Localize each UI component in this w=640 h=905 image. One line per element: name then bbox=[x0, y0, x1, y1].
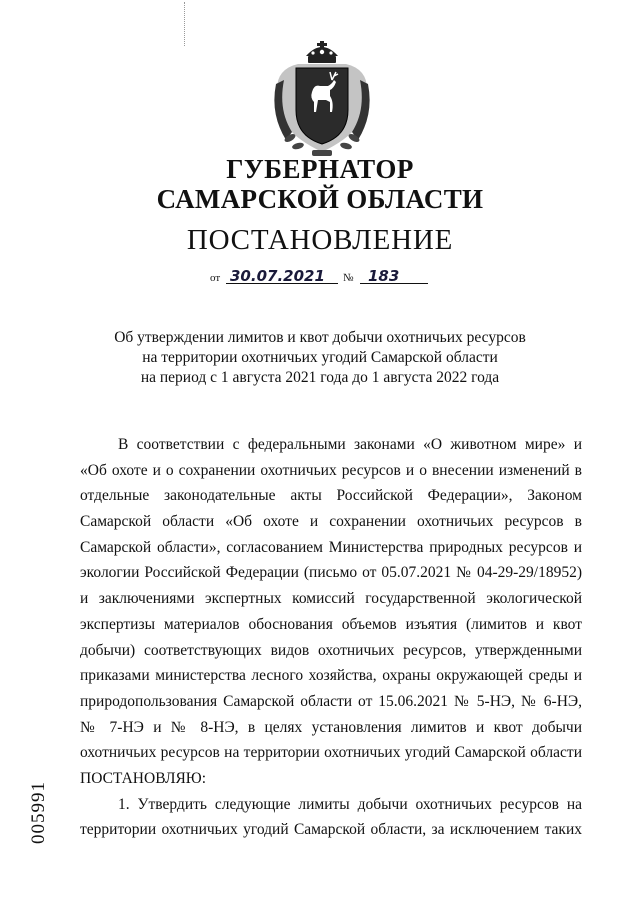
coat-of-arms-emblem bbox=[268, 40, 376, 162]
document-body bbox=[80, 432, 582, 843]
body-line: природопользования Самарской области от 15.06.2021 № 5-НЭ, № 6-НЭ, bbox=[80, 692, 582, 710]
document-type-heading: ПОСТАНОВЛЕНИЕ bbox=[186, 224, 454, 256]
body-line: охотничьих ресурсов на территории охотничьих угодий Самарской области bbox=[80, 744, 582, 762]
resolution-word: ПОСТАНОВЛЯЮ: bbox=[80, 769, 207, 787]
body-line: № 7-НЭ и № 8-НЭ, в целях установления лимитов и квот добычи bbox=[80, 718, 582, 736]
subject-line: на период с 1 августа 2021 года до 1 августа 2022 года bbox=[140, 369, 500, 386]
body-line: В соответствии с федеральными законами «О животном мире» и bbox=[118, 436, 582, 453]
body-line: территории охотничьих угодий Самарской области, за исключением таких bbox=[80, 821, 582, 839]
subject-line: Об утверждении лимитов и квот добычи охотничьих ресурсов bbox=[114, 329, 526, 346]
subject-line: на территории охотничьих угодий Самарской области bbox=[142, 349, 498, 366]
side-number-text: 005991 bbox=[28, 781, 49, 844]
authority-title-line2: САМАРСКОЙ ОБЛАСТИ bbox=[156, 184, 484, 214]
handwritten-number: 183 bbox=[368, 267, 400, 285]
body-line: экспертизы материалов обоснования объемов изъятия (лимитов и квот bbox=[80, 615, 582, 633]
date-number-line bbox=[210, 267, 440, 287]
handwritten-date: 30.07.2021 bbox=[230, 267, 325, 285]
body-line: добычи) соответствующих видов охотничьих ресурсов, утвержденными bbox=[80, 641, 582, 659]
body-line: отдельные законодательные акты Российской Федерации», Законом bbox=[80, 487, 582, 505]
body-line: экологии Российской Федерации (письмо от 05.07.2021 № 04-29-29/18952) bbox=[80, 564, 582, 582]
body-line: 1. Утвердить следующие лимиты добычи охотничьих ресурсов на bbox=[118, 795, 582, 813]
document-subject bbox=[0, 328, 640, 388]
number-label: № bbox=[343, 272, 354, 284]
body-line: Самарской области «Об охоте и сохранении охотничьих ресурсов в bbox=[80, 513, 582, 531]
body-line: приказами министерства лесного хозяйства, охраны окружающей среды и bbox=[80, 667, 582, 685]
scan-margin-mark bbox=[184, 2, 187, 46]
body-line: Самарской области», согласованием Министерства природных ресурсов и bbox=[80, 538, 582, 556]
body-line: «Об охоте и о сохранении охотничьих ресурсов и о внесении изменений в bbox=[80, 461, 582, 479]
side-registration-number bbox=[28, 760, 48, 844]
authority-title-line1: ГУБЕРНАТОР bbox=[226, 154, 414, 184]
body-line: и заключениями экспертных комиссий государственной экологической bbox=[80, 590, 582, 608]
date-from-label: от bbox=[210, 272, 221, 284]
